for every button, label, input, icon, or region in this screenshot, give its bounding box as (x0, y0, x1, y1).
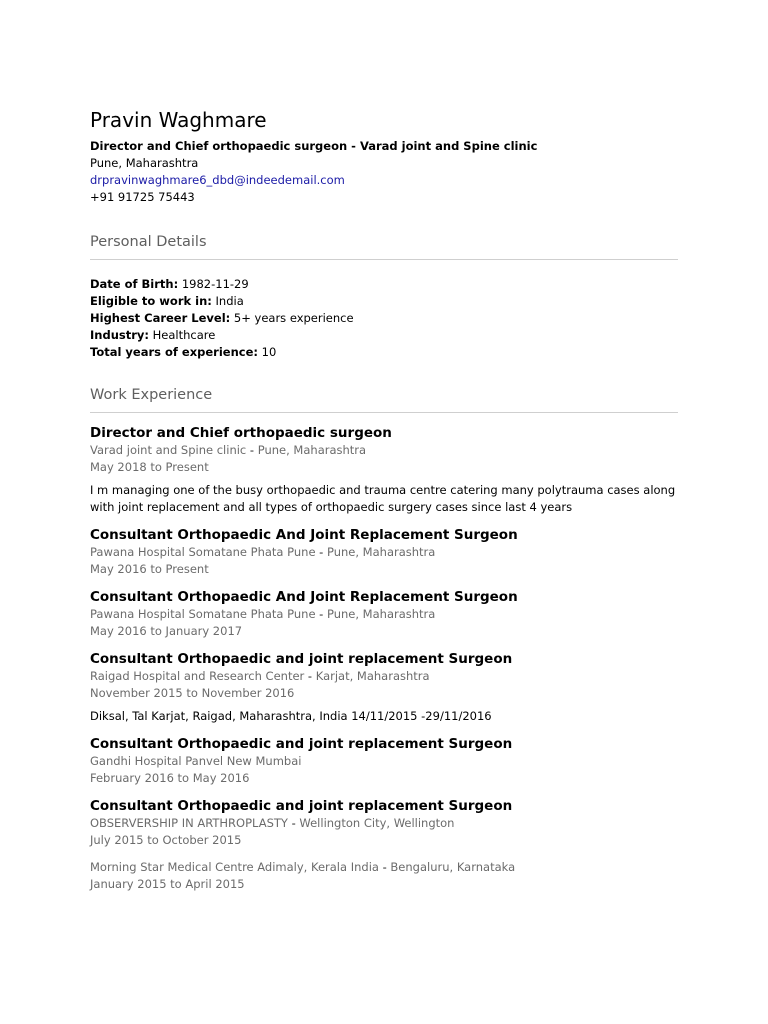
separator: - (246, 443, 258, 457)
job-company-line (90, 544, 678, 561)
job-location: Bengaluru, Karnataka (390, 860, 516, 874)
job-dates: July 2015 to October 2015 (90, 833, 242, 847)
job-location: Pune, Maharashtra (326, 545, 436, 559)
separator: - (287, 816, 300, 830)
detail-value: 5+ years experience (233, 311, 354, 325)
detail-row-dob (90, 276, 678, 293)
detail-row-career-level (90, 310, 678, 327)
job-entry (90, 650, 678, 725)
detail-label: Highest Career Level: (90, 311, 231, 325)
detail-row-experience (90, 344, 678, 361)
job-company-line (90, 815, 678, 832)
job-company: OBSERVERSHIP IN ARTHROPLASTY (90, 816, 288, 830)
job-entry (90, 424, 678, 516)
detail-label: Date of Birth: (90, 277, 179, 291)
job-dates: May 2016 to Present (90, 562, 209, 576)
job-company: Raigad Hospital and Research Center (90, 669, 305, 683)
job-title: Consultant Orthopaedic and joint replacement Surgeon (90, 736, 513, 752)
candidate-name: Pravin Waghmare (90, 108, 267, 132)
job-entry (90, 859, 678, 893)
job-title: Consultant Orthopaedic And Joint Replacement Surgeon (90, 589, 518, 605)
separator: - (304, 669, 316, 683)
job-location: Wellington City, Wellington (299, 816, 455, 830)
personal-details-list (90, 276, 678, 361)
job-location: Karjat, Maharashtra (315, 669, 430, 683)
job-title: Consultant Orthopaedic and joint replacement Surgeon (90, 798, 513, 814)
detail-label: Total years of experience: (90, 345, 258, 359)
detail-value: India (215, 294, 244, 308)
job-company-line (90, 442, 678, 459)
candidate-location: Pune, Maharashtra (90, 156, 199, 170)
detail-value: 1982-11-29 (181, 277, 249, 291)
job-entry (90, 526, 678, 578)
job-company-line (90, 859, 678, 876)
job-company: Varad joint and Spine clinic (90, 443, 247, 457)
job-entry (90, 588, 678, 640)
work-experience-heading: Work Experience (90, 385, 678, 413)
resume-content (90, 106, 678, 893)
candidate-email-link[interactable]: drpravinwaghmare6_dbd@indeedemail.com (90, 173, 345, 187)
job-company: Gandhi Hospital Panvel New Mumbai (90, 754, 302, 768)
job-location: Pune, Maharashtra (257, 443, 367, 457)
detail-row-industry (90, 327, 678, 344)
job-title: Director and Chief orthopaedic surgeon (90, 425, 392, 441)
job-company-line (90, 606, 678, 623)
job-dates: May 2016 to January 2017 (90, 624, 243, 638)
job-dates: February 2016 to May 2016 (90, 771, 250, 785)
job-company: Pawana Hospital Somatane Phata Pune (90, 607, 316, 621)
detail-label: Industry: (90, 328, 149, 342)
job-title: Consultant Orthopaedic And Joint Replacement Surgeon (90, 527, 518, 543)
separator: - (315, 607, 327, 621)
job-dates: May 2018 to Present (90, 460, 209, 474)
job-entry (90, 797, 678, 849)
job-company-line (90, 668, 678, 685)
job-description: I m managing one of the busy orthopaedic and trauma centre catering many polytrauma cases along with joint replacement and all types of orthopaedic surgery cases since last 4 years (90, 483, 676, 514)
separator: - (378, 860, 391, 874)
job-company: Morning Star Medical Centre Adimaly, Kerala India (90, 860, 379, 874)
job-title: Consultant Orthopaedic and joint replacement Surgeon (90, 651, 513, 667)
detail-label: Eligible to work in: (90, 294, 212, 308)
detail-row-eligible (90, 293, 678, 310)
job-entry (90, 735, 678, 787)
job-company: Pawana Hospital Somatane Phata Pune (90, 545, 316, 559)
job-location: Pune, Maharashtra (326, 607, 436, 621)
detail-value: 10 (261, 345, 277, 359)
job-description: Diksal, Tal Karjat, Raigad, Maharashtra, India 14/11/2015 -29/11/2016 (90, 709, 492, 723)
candidate-phone: +91 91725 75443 (90, 190, 195, 204)
separator: - (315, 545, 327, 559)
job-dates: January 2015 to April 2015 (90, 877, 245, 891)
candidate-headline: Director and Chief orthopaedic surgeon - Varad joint and Spine clinic (90, 139, 538, 153)
job-dates: November 2015 to November 2016 (90, 686, 295, 700)
detail-value: Healthcare (152, 328, 216, 342)
personal-details-heading: Personal Details (90, 232, 678, 260)
